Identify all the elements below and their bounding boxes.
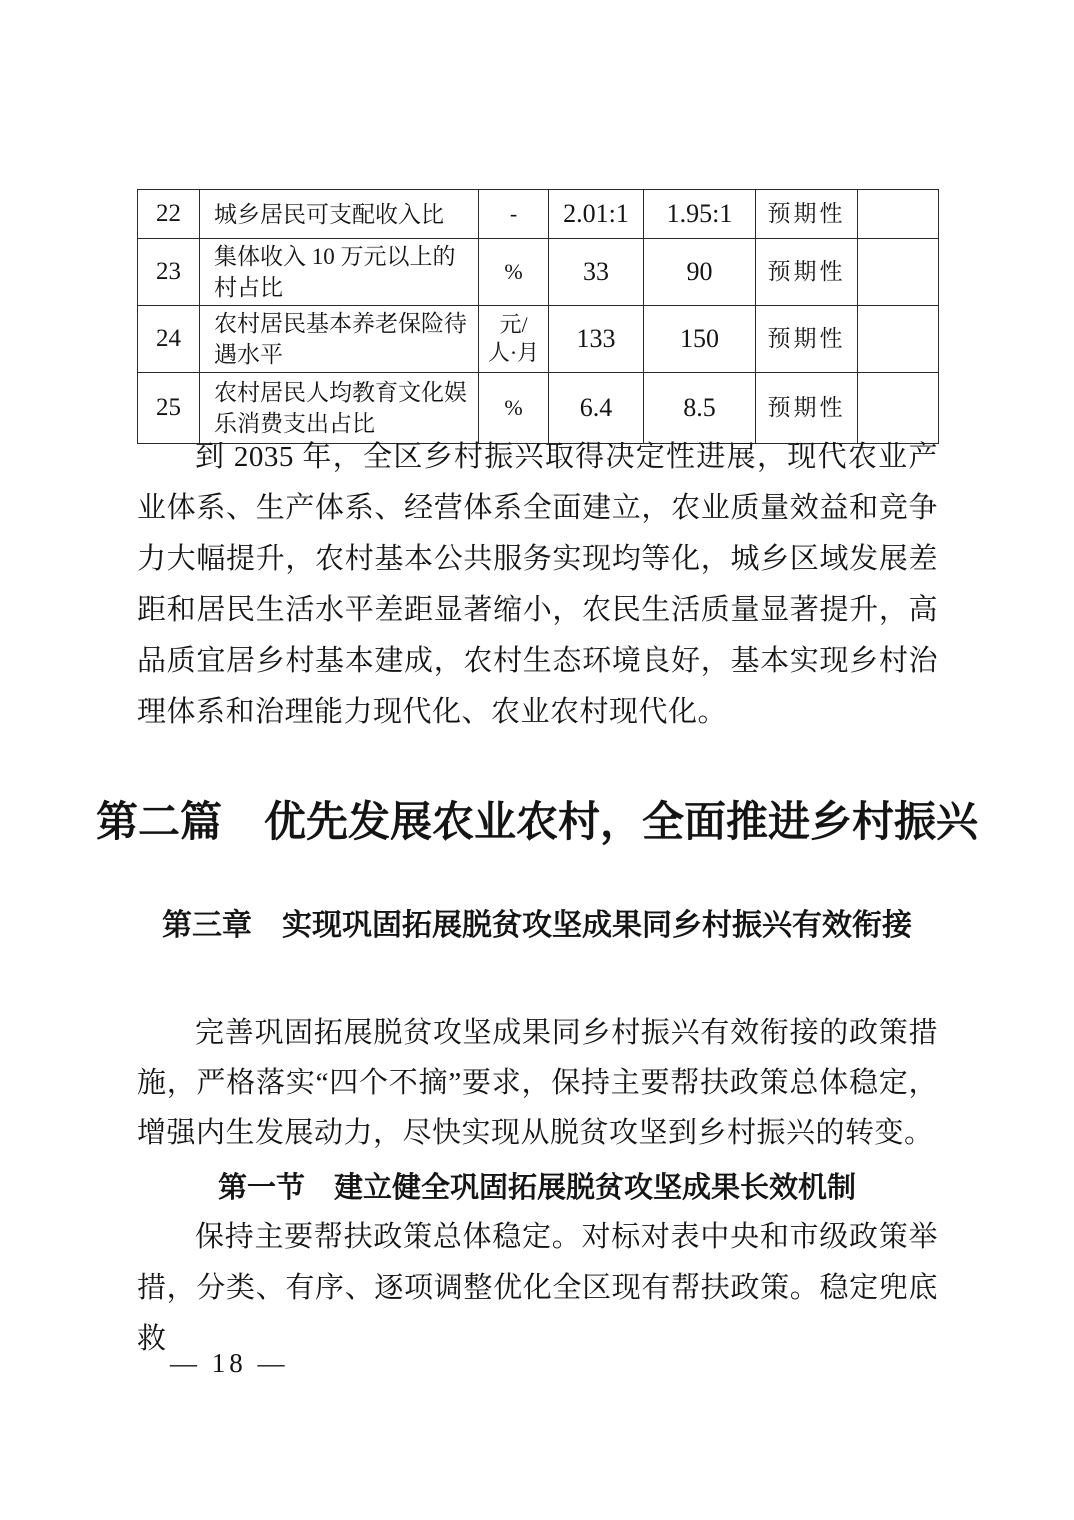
table-row xyxy=(138,239,939,306)
cell-indicator: 农村居民人均教育文化娱乐消费支出占比 xyxy=(200,373,479,444)
cell-target-value: 150 xyxy=(644,306,756,373)
cell-unit-line1: 元/ xyxy=(499,312,528,337)
part2-heading: 第二篇 优先发展农业农村，全面推进乡村振兴 xyxy=(95,800,978,846)
table-row xyxy=(138,306,939,373)
cell-indicator: 城乡居民可支配收入比 xyxy=(200,190,479,239)
cell-attribute: 预期性 xyxy=(756,373,858,444)
indicator-table xyxy=(137,189,939,444)
cell-base-value: 33 xyxy=(549,239,644,306)
cell-note xyxy=(858,239,939,306)
cell-target-value: 90 xyxy=(644,239,756,306)
cell-attribute: 预期性 xyxy=(756,190,858,239)
cell-base-value: 133 xyxy=(549,306,644,373)
page-number: — 18 — xyxy=(170,1348,289,1378)
paragraph-cohesion-policy: 完善巩固拓展脱贫攻坚成果同乡村振兴有效衔接的政策措施，严格落实“四个不摘”要求，保持主要帮扶政策总体稳定，增强内生发展动力，尽快实现从脱贫攻坚到乡村振兴的转变。 xyxy=(137,1017,938,1149)
section1-heading: 第一节 建立健全巩固拓展脱贫攻坚成果长效机制 xyxy=(217,1172,856,1204)
cell-attribute: 预期性 xyxy=(756,306,858,373)
cell-base-value: 6.4 xyxy=(549,373,644,444)
cell-unit-line2: 人·月 xyxy=(487,340,540,365)
cell-target-value: 1.95:1 xyxy=(644,190,756,239)
cell-row-number: 25 xyxy=(138,373,200,444)
cell-unit: % xyxy=(479,239,549,306)
cell-unit xyxy=(479,306,549,373)
cell-target-value: 8.5 xyxy=(644,373,756,444)
cell-note xyxy=(858,306,939,373)
cell-row-number: 24 xyxy=(138,306,200,373)
cell-unit: % xyxy=(479,373,549,444)
cell-attribute: 预期性 xyxy=(756,239,858,306)
cell-indicator: 农村居民基本养老保险待遇水平 xyxy=(200,306,479,373)
cell-unit: - xyxy=(479,190,549,239)
paragraph-support-policy: 保持主要帮扶政策总体稳定。对标对表中央和市级政策举措，分类、有序、逐项调整优化全区现有帮扶政策。稳定兜底救 xyxy=(137,1221,938,1355)
paragraph-2035-outlook: 到 2035 年，全区乡村振兴取得决定性进展，现代农业产业体系、生产体系、经营体系全面建立，农业质量效益和竞争力大幅提升，农村基本公共服务实现均等化，城乡区域发展差距和居民生活水平差距显著缩小，农民生活质量显著提升，高品质宜居乡村基本建成，农村生态环境良好，基本实现乡村治理体系和治理能力现代化、农业农村现代化。 xyxy=(137,441,938,728)
cell-row-number: 23 xyxy=(138,239,200,306)
cell-note xyxy=(858,190,939,239)
table-row xyxy=(138,190,939,239)
cell-indicator: 集体收入 10 万元以上的村占比 xyxy=(200,239,479,306)
cell-base-value: 2.01:1 xyxy=(549,190,644,239)
chapter3-heading: 第三章 实现巩固拓展脱贫攻坚成果同乡村振兴有效衔接 xyxy=(162,909,912,942)
cell-row-number: 22 xyxy=(138,190,200,239)
